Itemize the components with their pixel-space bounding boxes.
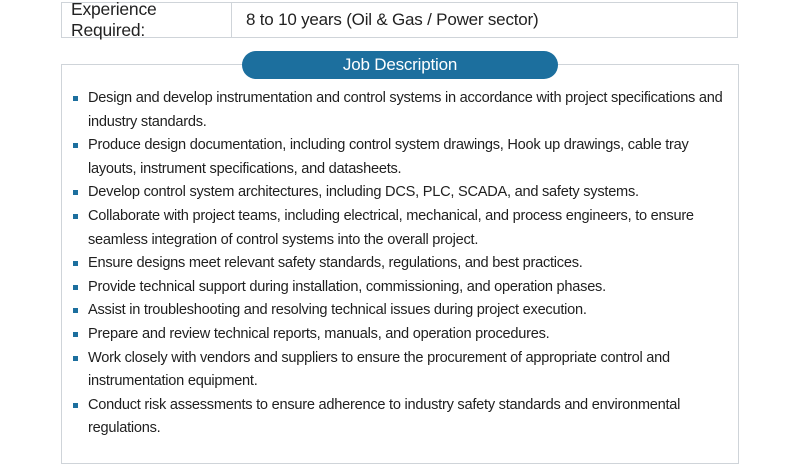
job-description-list xyxy=(72,87,740,441)
list-item xyxy=(72,394,740,441)
list-item-text: Work closely with vendors and suppliers to ensure the procurement of appropriate control and instrumentation equipment. xyxy=(88,349,670,390)
job-description-title: Job Description xyxy=(242,51,558,79)
bullet-icon xyxy=(73,96,78,101)
list-item-text: Collaborate with project teams, including electrical, mechanical, and process engineers, to ensure seamless integration of control systems into the overall project. xyxy=(88,207,694,248)
list-item-text: Ensure designs meet relevant safety standards, regulations, and best practices. xyxy=(88,255,583,272)
list-item xyxy=(72,299,740,323)
experience-value: 8 to 10 years (Oil & Gas / Power sector) xyxy=(246,10,539,29)
list-item xyxy=(72,87,740,134)
bullet-icon xyxy=(73,308,78,313)
list-item-text: Provide technical support during installation, commissioning, and operation phases. xyxy=(88,278,606,295)
list-item-text: Assist in troubleshooting and resolving technical issues during project execution. xyxy=(88,302,587,319)
list-item xyxy=(72,323,740,347)
list-item-text: Develop control system architectures, including DCS, PLC, SCADA, and safety systems. xyxy=(88,184,639,201)
bullet-icon xyxy=(73,261,78,266)
experience-required-row xyxy=(61,2,738,38)
bullet-icon xyxy=(73,143,78,148)
bullet-icon xyxy=(73,190,78,195)
list-item xyxy=(72,276,740,300)
list-item xyxy=(72,347,740,394)
list-item xyxy=(72,134,740,181)
list-item-text: Design and develop instrumentation and control systems in accordance with project specifications and industry standards. xyxy=(88,90,723,130)
list-item-text: Conduct risk assessments to ensure adherence to industry safety standards and environmental regulations. xyxy=(88,396,681,437)
list-item xyxy=(72,205,740,252)
experience-label: Experience Required: xyxy=(62,3,232,37)
list-item xyxy=(72,252,740,276)
bullet-icon xyxy=(73,332,78,337)
list-item-text: Produce design documentation, including control system drawings, Hook up drawings, cable tray layouts, instrument specifications, and datasheets. xyxy=(88,137,689,177)
list-item-text: Prepare and review technical reports, manuals, and operation procedures. xyxy=(88,325,550,342)
bullet-icon xyxy=(73,285,78,290)
bullet-icon xyxy=(73,403,78,408)
list-item xyxy=(72,181,740,205)
bullet-icon xyxy=(73,356,78,361)
bullet-icon xyxy=(73,214,78,219)
